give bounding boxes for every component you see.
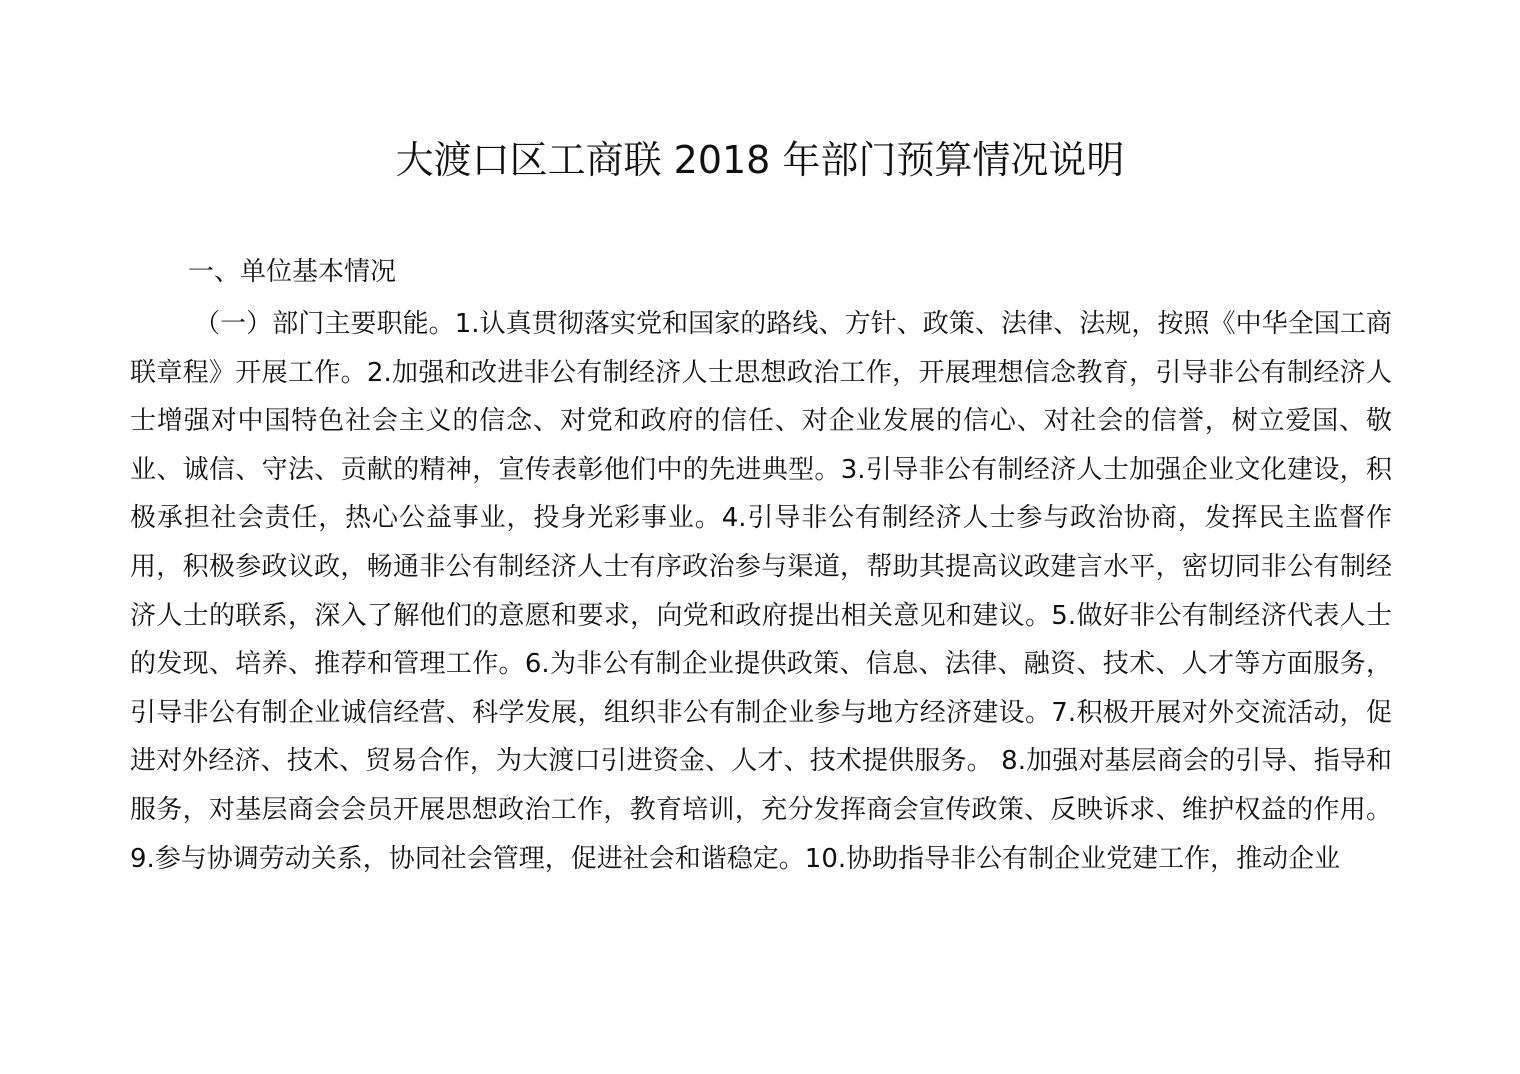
body-paragraph: （一）部门主要职能。1.认真贯彻落实党和国家的路线、方针、政策、法律、法规，按照《中华全国工商联章程》开展工作。2.加强和改进非公有制经济人士思想政治工作，开展理想信念教育，引导非公有制经济人士增强对中国特色社会主义的信念、对党和政府的信任、对企业发展的信心、对社会的信誉，树立爱国、敬业、诚信、守法、贡献的精神，宣传表彰他们中的先进典型。3.引导非公有制经济人士加强企业文化建设，积极承担社会责任，热心公益事业，投身光彩事业。4.引导非公有制经济人士参与政治协商，发挥民主监督作用，积极参政议政，畅通非公有制经济人士有序政治参与渠道，帮助其提高议政建言水平，密切同非公有制经济人士的联系，深入了解他们的意愿和要求，向党和政府提出相关意见和建议。5.做好非公有制经济代表人士的发现、培养、推荐和管理工作。6.为非公有制企业提供政策、信息、法律、融资、技术、人才等方面服务，引导非公有制企业诚信经营、科学发展，组织非公有制企业参与地方经济建设。7.积极开展对外交流活动，促进对外经济、技术、贸易合作，为大渡口引进资金、人才、技术提供服务。 8.加强对基层商会的引导、指导和服务，对基层商会会员开展思想政治工作，教育培训，充分发挥商会宣传政策、反映诉求、维护权益的作用。9.参与协调劳动关系，协同社会管理，促进社会和谐稳定。10.协助指导非公有制企业党建工作，推动企业 — [130, 309, 1392, 874]
section-heading: 一、单位基本情况 — [188, 257, 397, 287]
document-title: 大渡口区工商联 2018 年部门预算情况说明 — [395, 138, 1125, 182]
